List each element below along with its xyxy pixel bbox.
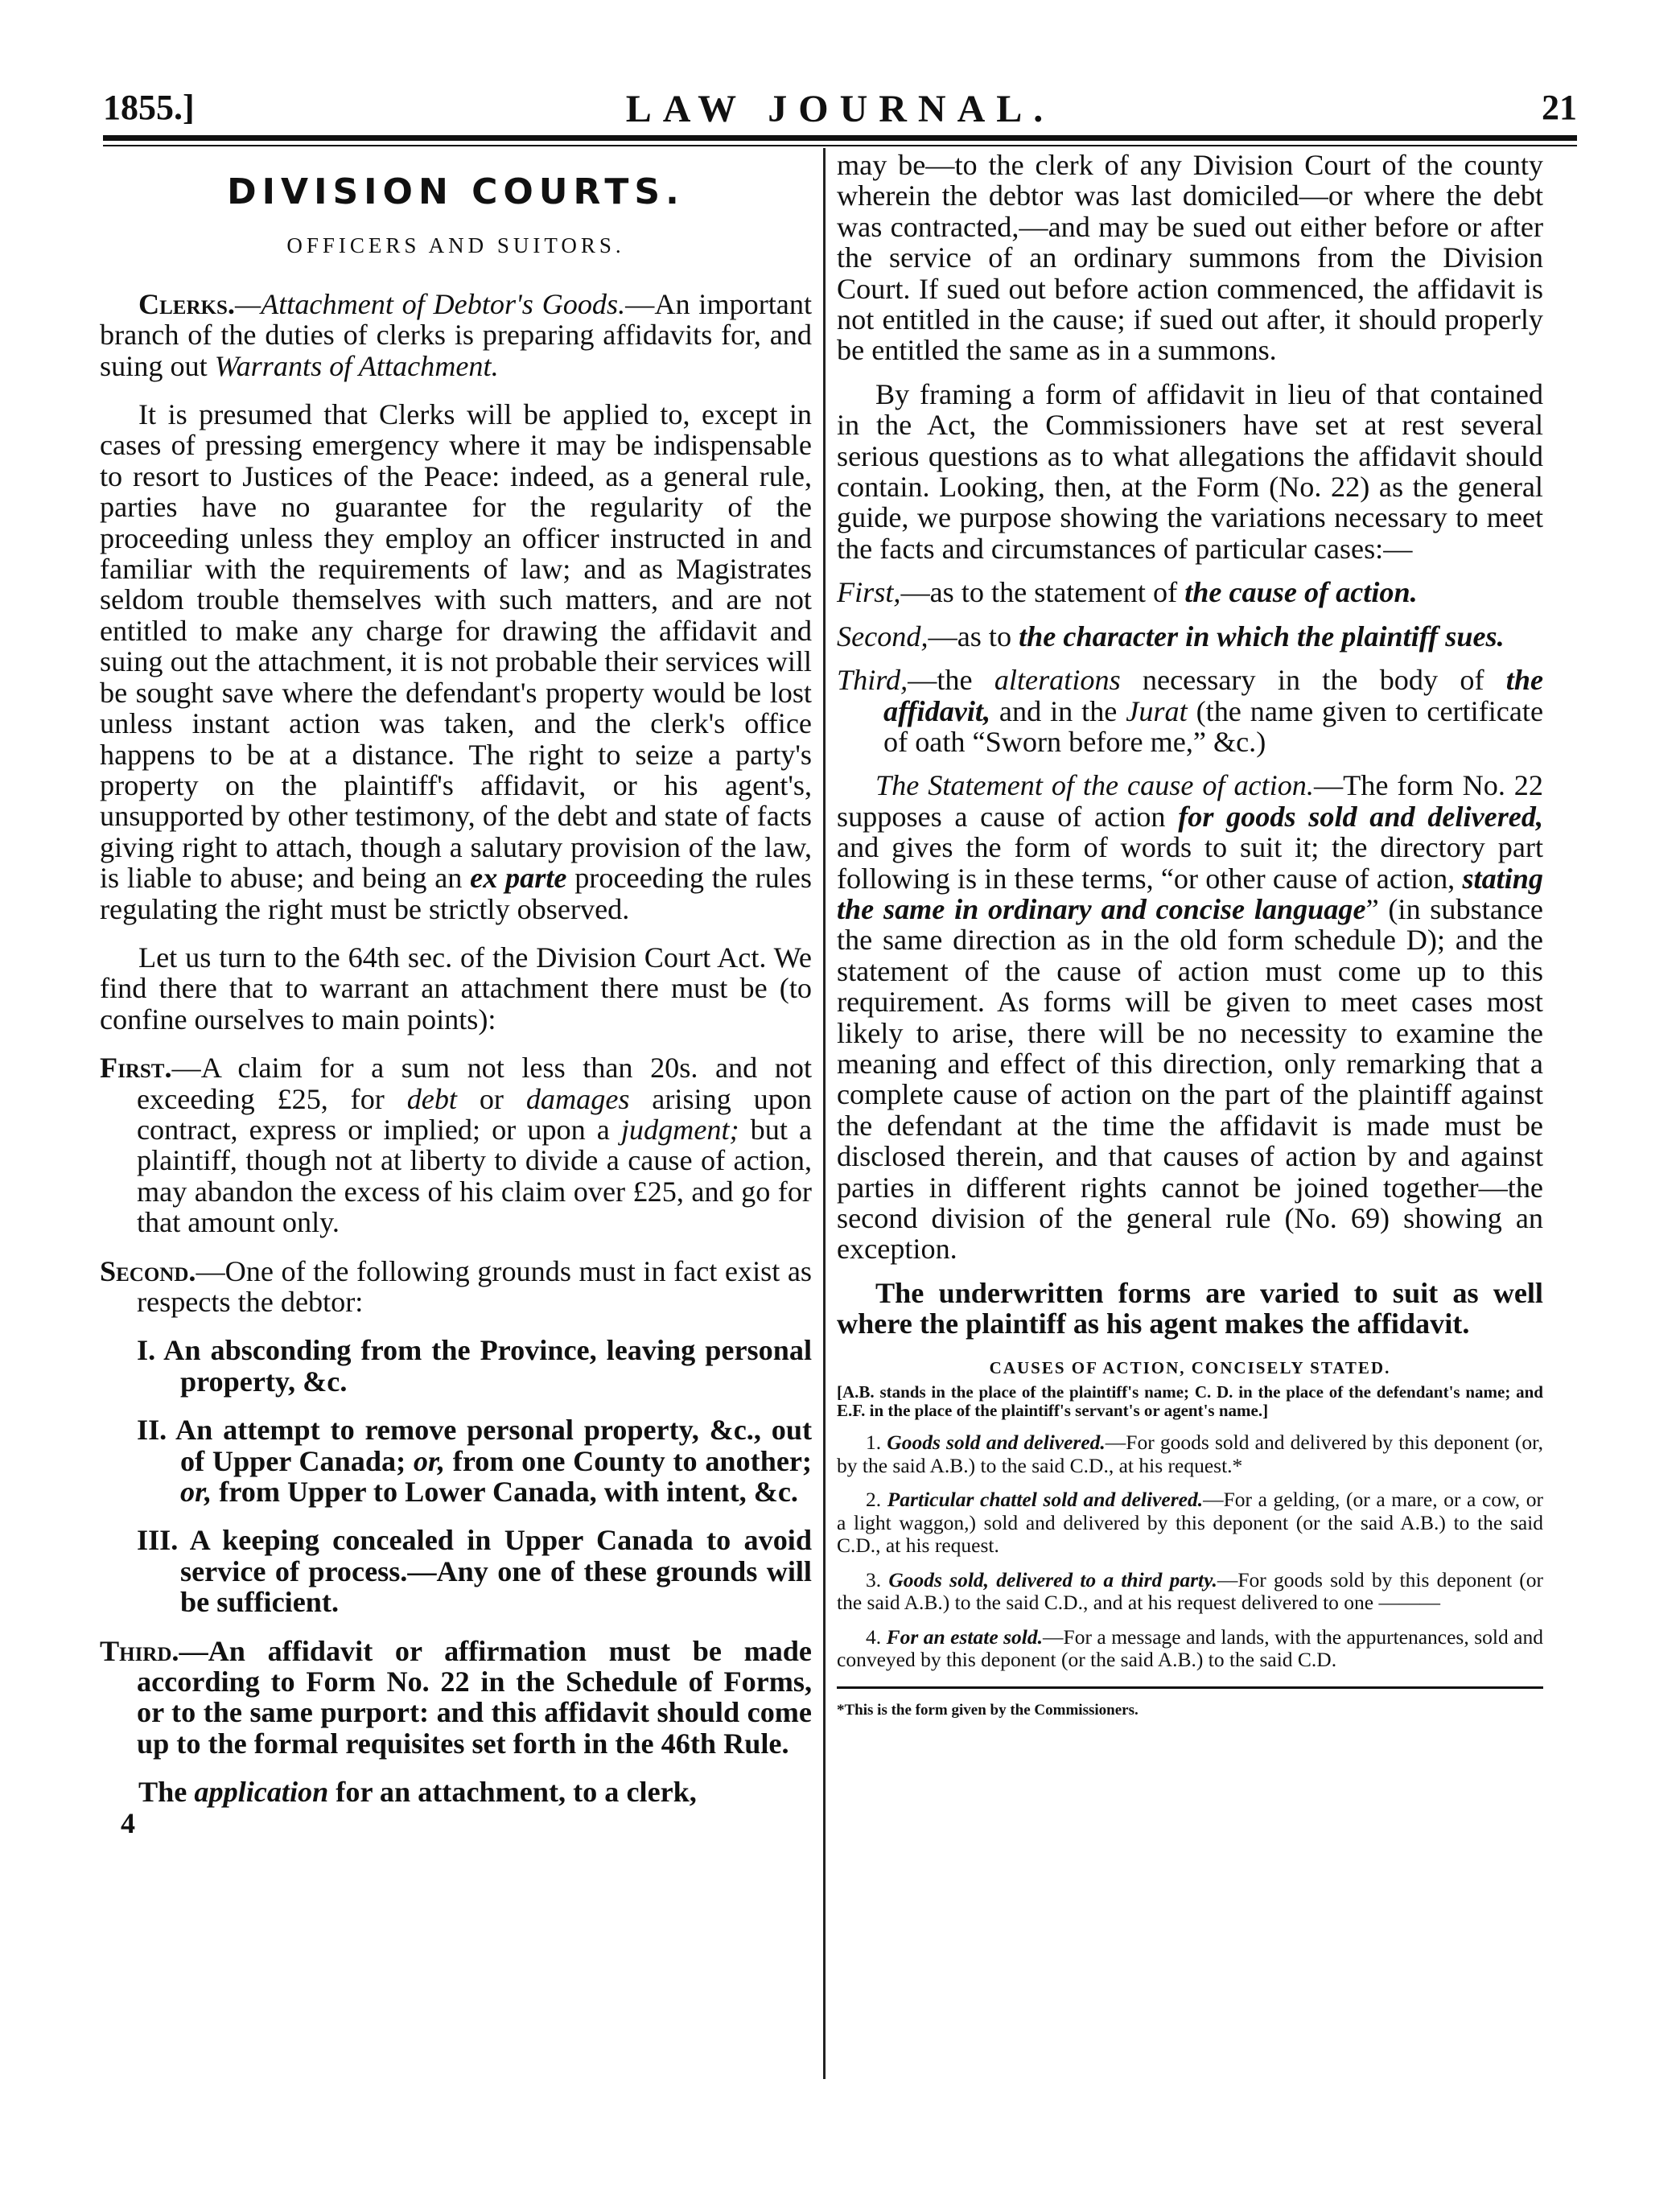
second-label: Second. <box>100 1254 196 1287</box>
ground2-b: from one County to another; <box>452 1444 812 1477</box>
form-1 <box>837 1431 1543 1477</box>
running-head-title: LAW JOURNAL. <box>625 88 1055 130</box>
list3-jurat: Jurat <box>1126 694 1188 727</box>
list2-text: —as to <box>928 620 1012 653</box>
list-second <box>837 621 1543 652</box>
second-requirement <box>100 1256 812 1318</box>
clerks-label: Clerks. <box>138 287 235 320</box>
ground-2 <box>100 1414 812 1507</box>
first-text-b: arising upon contract, express or implied; or upon a <box>137 1082 812 1146</box>
form2-title: Particular chattel sold and delivered. <box>887 1488 1204 1512</box>
stmt-stating: stating the same in ordinary and concise language <box>837 862 1544 925</box>
ground-1: I. An absconding from the Province, leaving personal property, &c. <box>137 1334 812 1398</box>
ground2-a: II. An attempt to remove personal property, &c., out of Upper Canada; <box>137 1414 812 1477</box>
ground2-or1: or, <box>413 1444 446 1477</box>
clerks-intro: —An important branch of the duties of clerks is preparing affidavits for, and suing out <box>100 287 813 382</box>
form2-num: 2. <box>866 1488 882 1512</box>
right-column <box>837 150 1543 1726</box>
para1-end: proceeding the rules regulating the right must be strictly observed. <box>100 862 813 925</box>
first-debt: debt <box>406 1082 457 1115</box>
form3-num: 3. <box>866 1567 882 1591</box>
first-text-a: —A claim for a sum not less than 20s. and not exceeding £25, for <box>137 1052 812 1115</box>
page-number: 21 <box>1542 88 1577 127</box>
stmt-a: —The form No. 22 supposes a cause of action <box>837 769 1543 833</box>
third-text: —An affidavit or affirmation must be made according to Form No. 22 in the Schedule of Forms, or to the same purport: and this affidavit should come up to the formal requisites set forth in the 46th Rule. <box>137 1634 812 1760</box>
paragraph-presumed <box>100 399 812 924</box>
paragraph-64th-sec: Let us turn to the 64th sec. of the Division Court Act. We find there that to warrant an attachment there must be (to confine ourselves to main points): <box>100 941 812 1036</box>
list-first <box>837 577 1543 607</box>
stmt-b: and gives the form of words to suit it; the directory part following is in these terms, “or other cause of action, <box>837 831 1543 895</box>
ground-3: III. A keeping concealed in Upper Canada to avoid service of process.—Any one of these grounds will be sufficient. <box>137 1524 812 1619</box>
list3-d: (the name given to certificate of oath “Sworn before me,” &c.) <box>883 694 1544 758</box>
clerks-paragraph <box>100 289 812 381</box>
stmt-heading: The Statement of the cause of action. <box>875 769 1314 802</box>
section-subtitle: OFFICERS AND SUITORS. <box>286 233 625 258</box>
section-title: DIVISION COURTS. <box>227 171 685 212</box>
list3-affidavit: the affidavit, <box>883 664 1544 727</box>
ground2-or2: or, <box>180 1476 212 1509</box>
form-2 <box>837 1488 1543 1558</box>
running-head-year: 1855.] <box>103 88 195 127</box>
form3-text: —For goods sold by this deponent (or the said A.B.) to the said C.D., and at his request delivered to one ——— <box>837 1567 1544 1615</box>
stmt-goods: for goods sold and delivered, <box>1178 800 1543 833</box>
first-or: or <box>479 1082 504 1115</box>
list2-label: Second, <box>837 620 929 653</box>
continuation-paragraph: may be—to the clerk of any Division Court of the county wherein the debtor was last domiciled—or where the debt was contracted,—and may be sued out either before or after the service of an ordinary summons from the Division Court. If sued out before action commenced, the affidavit is not entitled in the cause; if sued out after, it should properly be entitled the same as in a summons. <box>837 149 1543 367</box>
column-divider <box>823 148 826 2079</box>
last-b: for an attachment, to a clerk, <box>336 1776 697 1809</box>
header-rule-thin <box>103 145 1577 146</box>
third-requirement <box>100 1636 812 1760</box>
footnote-rule <box>837 1686 1543 1689</box>
list3-b: necessary in the body of <box>1142 664 1484 697</box>
form4-text: —For a message and lands, with the appurtenances, sold and conveyed by this deponent (or the said A.B.) to the said C.D. <box>837 1624 1544 1672</box>
list3-c: and in the <box>999 694 1118 727</box>
statement-paragraph <box>837 770 1543 1265</box>
header-rule-thick <box>103 135 1577 141</box>
left-column <box>100 150 812 1838</box>
stmt-c: ” (in substance the same direction as in the old form schedule D); and the statement of the cause of action must come up to this requirement. As forms will be given to meet cases most likely to arise, there will be no necessity to examine the meaning and effect of this direction, only remarking that a complete cause of action on the part of the plaintiff against the defendant at the time the affidavit is made must be disclosed therein, and that causes of action by and against parties in different rights cannot be joined together—the second division of the general rule (No. 69) showing an exception. <box>837 892 1543 1266</box>
form2-text: —For a gelding, (or a mare, or a cow, or a light waggon,) sold and delivered by this deponent (or the said A.B.) to the said C.D., at his request. <box>837 1488 1543 1558</box>
list-third <box>837 665 1543 757</box>
list3-alterations: alterations <box>994 664 1121 697</box>
causes-heading: CAUSES OF ACTION, CONCISELY STATED. <box>989 1357 1391 1377</box>
first-judgment: judgment; <box>620 1113 739 1146</box>
paragraph-framing: By framing a form of affidavit in lieu of that contained in the Act, the Commissioners have set at rest several serious questions as to what allegations the affidavit should contain. Looking, then, at the Form (No. 22) as the general guide, we purpose showing the variations necessary to meet the facts and circumstances of particular cases:— <box>837 377 1543 565</box>
para1-text: It is presumed that Clerks will be applied to, except in cases of pressing emergency where it may be indispensable to resort to Justices of the Peace: indeed, as a general rule, parties have no guarantee for the regularity of the proceeding unless they employ an officer instructed in and familiar with the requirements of law; and as Magistrates seldom trouble themselves with such matters, and are not entitled to make any charge for drawing the affidavit and suing out the attachment, it is not probable their services will be sought save where the defendant's property would be lost unless instant action was taken, and the clerk's office happens to be at a distance. The right to seize a party's property on the plaintiff's affidavit, or his agent's, unsupported by other testimony, of the debt and state of facts giving right to attach, though a salutary provision of the law, is liable to abuse; and being an <box>100 398 812 895</box>
first-damages: damages <box>525 1082 630 1115</box>
form4-num: 4. <box>866 1624 882 1649</box>
first-text-c: but a plaintiff, though not at liberty to divide a cause of action, may abandon the excess of his claim over £25, and go for that amount only. <box>137 1113 812 1239</box>
last-a: The <box>138 1776 187 1809</box>
causes-note: [A.B. stands in the place of the plaintiff's name; C. D. in the place of the defendant's name; and E.F. in the place of the plaintiff's servant's or agent's name.] <box>837 1382 1543 1421</box>
list1-italic: the cause of action. <box>1184 576 1418 609</box>
second-text: —One of the following grounds must in fact exist as respects the debtor: <box>137 1254 812 1318</box>
para1-italic: ex parte <box>470 862 567 895</box>
list3-text: —the <box>908 664 973 697</box>
third-label: Third. <box>100 1634 179 1667</box>
form4-title: For an estate sold. <box>886 1624 1044 1649</box>
application-paragraph <box>100 1777 812 1807</box>
form3-title: Goods sold, delivered to a third party. <box>888 1567 1217 1591</box>
form-3 <box>837 1569 1543 1615</box>
footnote: *This is the form given by the Commissioners. <box>837 1701 1139 1719</box>
clerks-intro-italic: Warrants of Attachment. <box>214 349 499 382</box>
form1-num: 1. <box>866 1431 882 1455</box>
signature-mark: 4 <box>121 1806 135 1839</box>
form-4 <box>837 1626 1543 1672</box>
list1-label: First, <box>837 576 901 609</box>
list3-label: Third, <box>837 664 908 697</box>
clerks-lead: —Attachment of Debtor's Goods. <box>234 287 626 320</box>
form1-title: Goods sold and delivered. <box>887 1431 1106 1455</box>
ground2-c: from Upper to Lower Canada, with intent, &c. <box>219 1476 798 1509</box>
list2-italic: the character in which the plaintiff sues. <box>1019 620 1505 653</box>
running-head <box>103 87 1577 135</box>
last-application: application <box>194 1776 329 1809</box>
first-requirement <box>100 1052 812 1237</box>
paragraph-forms: The underwritten forms are varied to suit as well where the plaintiff as his agent makes the affidavit. <box>837 1276 1543 1340</box>
form1-text: —For goods sold and delivered by this deponent (or, by the said A.B.) to the said C.D., at his request.* <box>837 1431 1543 1477</box>
list1-text: —as to the statement of <box>900 576 1178 609</box>
first-label: First. <box>100 1052 172 1085</box>
